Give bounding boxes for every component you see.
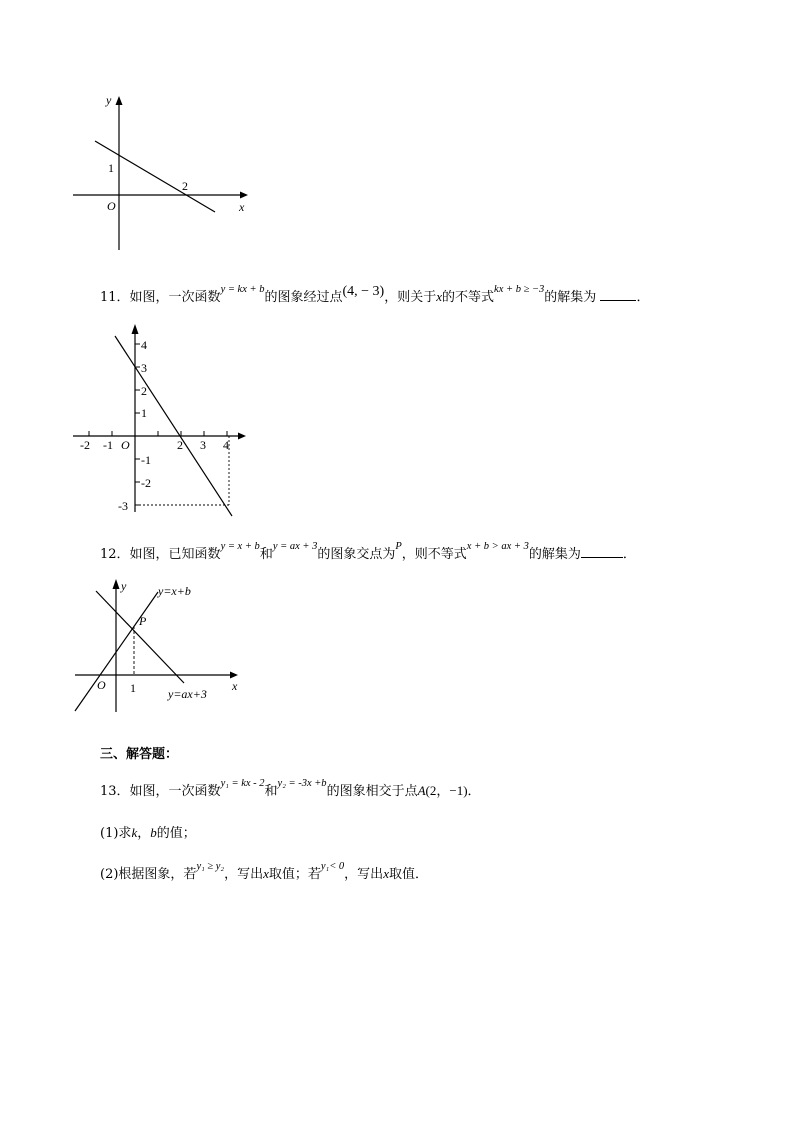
answer-blank[interactable] <box>581 547 623 558</box>
condition-2: y₁< 0 <box>320 861 345 872</box>
function-formula-2: y = ax + 3 <box>272 541 318 552</box>
x-axis-label: x <box>239 200 245 214</box>
x-axis-arrow-icon <box>240 192 248 199</box>
question-number: 12． <box>100 547 130 562</box>
point-name: A <box>417 783 426 798</box>
x-tick-label: -1 <box>103 438 113 452</box>
inequality: kx + b ≥ −3 <box>494 284 545 295</box>
x-axis-label: x <box>232 679 238 693</box>
y-axis-label: y <box>121 579 127 593</box>
y-tick-label: 4 <box>141 338 147 352</box>
y-axis-arrow-icon <box>113 579 120 589</box>
origin-label: O <box>107 199 116 213</box>
x-intercept-label: 2 <box>182 179 188 193</box>
line1-label: y=x+b <box>158 584 191 598</box>
condition-1: y₁ ≥ y₂ <box>196 861 225 872</box>
y-intercept-label: 1 <box>108 161 114 175</box>
section-title: 三、解答题： <box>100 747 179 762</box>
function-formula: y = kx + b <box>220 284 265 295</box>
point-coords: (2，−1) <box>425 783 468 798</box>
question-13-part-2: (2)根据图象，若$^{y_1 \ge y_2}$，写出x取值；若$^{y_1< 0}$，写出x取值． <box>100 861 428 882</box>
tick-label-1: 1 <box>130 681 136 695</box>
y-tick-label: -2 <box>141 476 151 490</box>
origin-label: O <box>121 438 130 452</box>
question-13-part-1: (1)求k，b的值； <box>100 825 196 841</box>
origin-label: O <box>97 678 106 692</box>
question-number: 13． <box>100 784 130 799</box>
y-tick-label: -3 <box>118 499 128 513</box>
figure-1-graph <box>60 85 260 260</box>
figure-3-graph <box>60 570 260 720</box>
y-tick-label: 3 <box>141 361 147 375</box>
line-y-ax-plus-3 <box>96 591 184 683</box>
point-coords: (4, − 3) <box>342 284 385 299</box>
point-label: P <box>395 541 402 552</box>
question-number: 11． <box>100 290 130 305</box>
question-12: 12．如图，已知函数$^{y = x + b}$和$^{y = ax + 3}$的图象交点为$^P$，则不等式$^{x + b > ax + 3}$的解集为 ． <box>100 541 636 562</box>
x-axis-arrow-icon <box>238 433 246 440</box>
line2-label: y=ax+3 <box>168 687 207 701</box>
graph-line <box>115 336 232 516</box>
y-axis-label: y <box>106 93 112 107</box>
y-axis-arrow-icon <box>116 96 123 105</box>
x-tick-label: 4 <box>223 438 229 452</box>
y-tick-label: 1 <box>141 406 147 420</box>
x-tick-marks <box>89 431 227 436</box>
figure-2-graph <box>60 322 260 517</box>
y-axis-arrow-icon <box>132 324 139 334</box>
x-tick-label: 2 <box>177 438 183 452</box>
inequality: x + b > ax + 3 <box>466 541 529 552</box>
function-formula-1: y₁ = kx - 2 <box>220 778 265 789</box>
y-tick-label: -1 <box>141 453 151 467</box>
function-formula-2: y₂ = -3x +b <box>277 778 327 789</box>
question-13: 13．如图，一次函数$^{y_1 = kx - 2}$和$^{y_2 = -3x +b}$的图象相交于点A(2，−1)． <box>100 778 481 799</box>
function-formula-1: y = x + b <box>220 541 260 552</box>
question-11: 11．如图，一次函数$^{y = kx + b}$的图象经过点(4, − 3)，则关于x的不等式$^{kx + b \ge -3}$的解集为 ． <box>100 284 650 305</box>
x-tick-label: -2 <box>80 438 90 452</box>
answer-blank[interactable] <box>600 290 636 301</box>
x-tick-label: 3 <box>200 438 206 452</box>
y-tick-label: 2 <box>141 384 147 398</box>
x-axis-arrow-icon <box>230 672 238 679</box>
point-label: P <box>139 614 147 628</box>
